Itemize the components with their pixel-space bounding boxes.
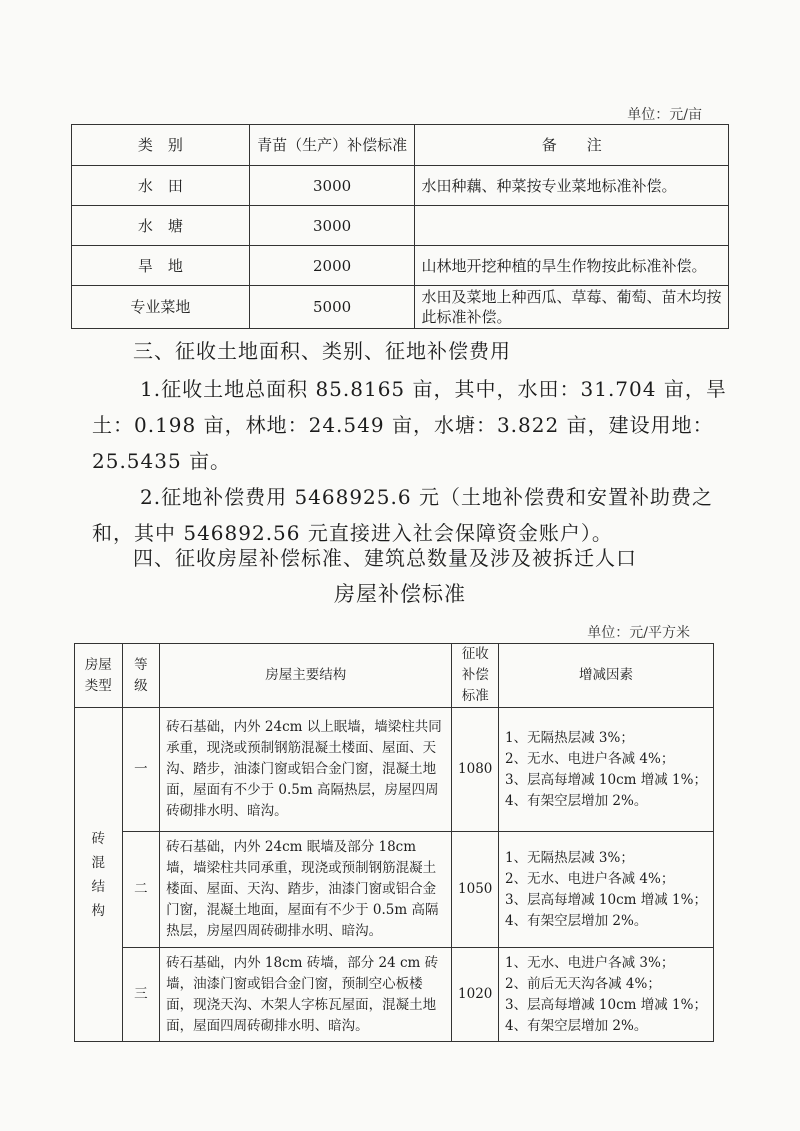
- standard-cell: 1080: [452, 708, 499, 832]
- row-notes: 水田及菜地上种西瓜、草莓、葡萄、苗木均按此标准补偿。: [415, 286, 729, 329]
- row-notes: 水田种藕、种菜按专业菜地标准补偿。: [415, 166, 729, 206]
- table-row: [75, 708, 714, 832]
- table2-unit-label: 单位：元/平方米: [587, 625, 690, 641]
- structure-cell: 砖石基础，内外 18cm 砖墙，部分 24 cm 砖墙，油漆门窗或铝合金门窗，预制空心板楼面，现浇天沟、木架人字栋瓦屋面，混凝土地面，屋面四周砖砌排水明、暗沟。: [160, 948, 452, 1042]
- table-row: [72, 166, 729, 206]
- factors-cell: 1、无水、电进户各减 3%； 2、前后无天沟各减 4%； 3、层高每增减 10cm 增减 1%； 4、有架空层增加 2%。: [499, 948, 714, 1042]
- section3-heading: 三、征收土地面积、类别、征地补偿费用: [133, 339, 511, 363]
- table1-unit-label: 单位：元/亩: [627, 107, 702, 123]
- section3-paragraph-1: 1.征收土地总面积 85.8165 亩，其中，水田：31.704 亩，旱土：0.198 亩，林地：24.549 亩，水塘：3.822 亩，建设用地：25.5435 亩。: [92, 377, 727, 473]
- header-standard: 征收补偿标准: [452, 644, 499, 708]
- row-category: 旱 地: [72, 246, 250, 286]
- row-category: 专业菜地: [72, 286, 250, 329]
- row-category: 水 塘: [72, 206, 250, 246]
- section3-paragraph-2: 2.征地补偿费用 5468925.6 元（土地补偿费和安置补助费之和，其中 546892.56 元直接进入社会保障资金账户）。: [92, 485, 713, 545]
- factors-cell: 1、无隔热层减 3%； 2、无水、电进户各减 4%； 3、层高每增减 10cm 增减 1%； 4、有架空层增加 2%。: [499, 832, 714, 948]
- table-row: [72, 246, 729, 286]
- table-row: [75, 948, 714, 1042]
- row-standard: 5000: [249, 286, 415, 329]
- row-category: 水 田: [72, 166, 250, 206]
- grade-cell: 三: [122, 948, 160, 1042]
- standard-cell: 1020: [452, 948, 499, 1042]
- crop-compensation-table: [71, 124, 729, 329]
- standard-cell: 1050: [452, 832, 499, 948]
- row-standard: 3000: [249, 206, 415, 246]
- header-standard: 青苗（生产）补偿标准: [249, 125, 415, 166]
- house-type-cell: 砖混结构: [75, 708, 123, 1042]
- header-category: 类 别: [72, 125, 250, 166]
- row-notes: 山林地开挖种植的旱生作物按此标准补偿。: [415, 246, 729, 286]
- factors-cell: 1、无隔热层减 3%； 2、无水、电进户各减 4%； 3、层高每增减 10cm 增减 1%； 4、有架空层增加 2%。: [499, 708, 714, 832]
- table-row: [72, 286, 729, 329]
- house-compensation-table: [74, 643, 714, 1042]
- row-standard: 3000: [249, 166, 415, 206]
- header-grade: 等级: [122, 644, 160, 708]
- table-row: [72, 206, 729, 246]
- header-house-type: 房屋类型: [75, 644, 123, 708]
- structure-cell: 砖石基础，内外 24cm 以上眠墙，墙梁柱共同承重，现浇或预制钢筋混凝土楼面、屋面、天沟、踏步，油漆门窗或铝合金门窗，混凝土地面，屋面有不少于 0.5m 高隔热层，房屋四周砖砌排水明、暗沟。: [160, 708, 452, 832]
- grade-cell: 二: [122, 832, 160, 948]
- header-structure: 房屋主要结构: [160, 644, 452, 708]
- structure-cell: 砖石基础，内外 24cm 眠墙及部分 18cm 墙，墙梁柱共同承重，现浇或预制钢筋混凝土楼面、屋面、天沟、踏步，油漆门窗或铝合金门窗，混凝土地面，屋面有不少于 0.5m 高隔热层，房屋四周砖砌排水明、暗沟。: [160, 832, 452, 948]
- row-standard: 2000: [249, 246, 415, 286]
- grade-cell: 一: [122, 708, 160, 832]
- house-compensation-title: 房屋补偿标准: [334, 582, 466, 606]
- row-notes: [415, 206, 729, 246]
- header-factors: 增减因素: [499, 644, 714, 708]
- section4-heading: 四、征收房屋补偿标准、建筑总数量及涉及被拆迁人口: [133, 546, 637, 570]
- header-notes: 备 注: [415, 125, 729, 166]
- table-row: [75, 832, 714, 948]
